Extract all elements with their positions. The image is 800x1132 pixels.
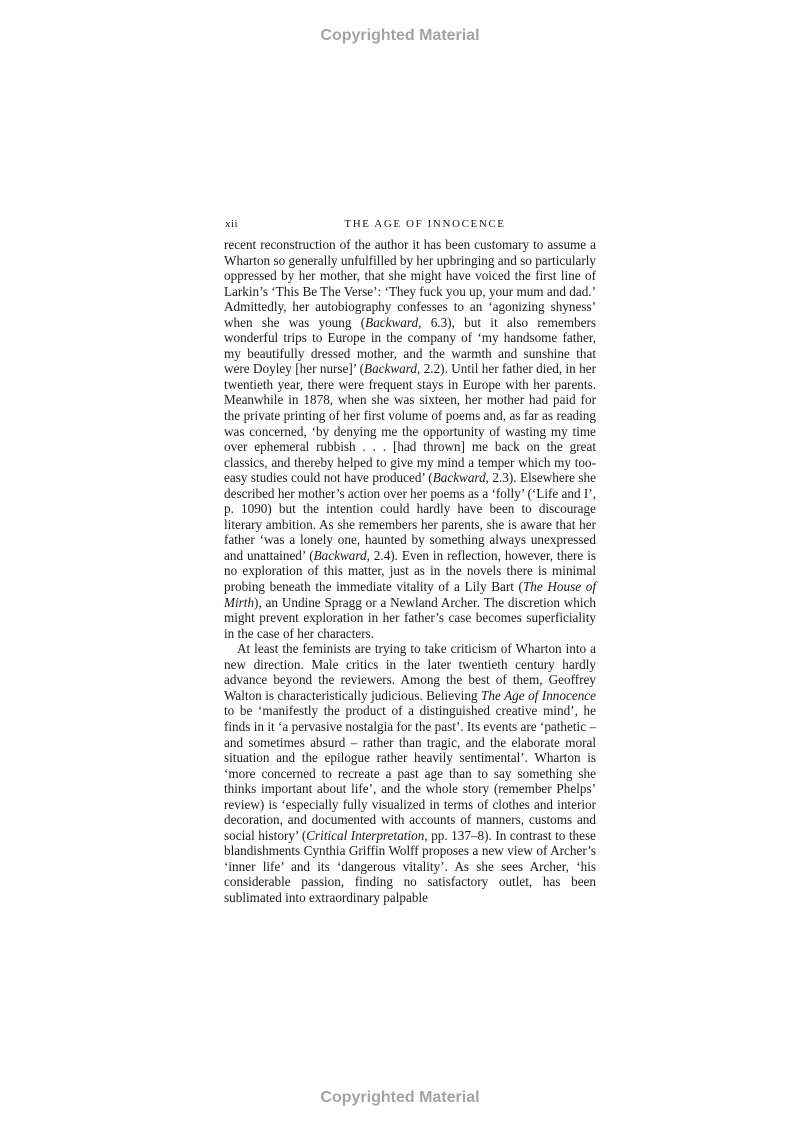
text-run: to be ‘manifestly the product of a distinguished creative mind’, he finds in it ‘a pervasive nostalgia for the past’. Its events are ‘pathetic – and sometimes absurd – rather than tragic, and the elaborate moral situation and the epilogue rather heavily sentimental’. Wharton is ‘more concerned to recreate a past age than to say something she thinks important about life’, and the whole story (remember Phelps’ review) is ‘especially fully visualized in terms of clothes and interior decoration, and documented with accounts of manners, customs and social history’ ( [224,703,596,843]
book-page [224,216,596,906]
running-title: THE AGE OF INNOCENCE [344,218,506,230]
italic-title: Critical Interpretation [306,827,425,843]
body-text [224,237,596,906]
copyright-watermark-top: Copyrighted Material [320,27,480,44]
paragraph [224,237,596,641]
paragraph [224,641,596,905]
italic-title: Backward [364,361,417,377]
text-run: , pp. 137–8). In contrast to these blandishments Cynthia Griffin Wolff proposes a new view of Archer’s ‘inner life’ and its ‘dangerous vitality’. As she sees Archer, ‘his considerable passion, finding no satisfactory outlet, has been sublimated into extraordinary palpable [224,827,596,905]
text-run: ), an Undine Spragg or a Newland Archer. The discretion which might prevent exploration in her father’s case becomes superficiality in the case of her characters. [224,594,596,641]
italic-title: Backward [432,470,486,486]
text-run: , 2.3). Elsewhere she described her mother’s action over her poems as a ‘folly’ (‘Life and I’, p. 1090) but the intention could hardly have been to discourage literary ambition. As she remembers her parents, she is aware that her father ‘was a lonely one, haunted by something always unexpressed and unattained’ ( [224,470,596,563]
text-run: , 2.2). Until her father died, in her twentieth year, there were frequent stays in Europe with her parents. Meanwhile in 1878, when she was sixteen, her mother had paid for the private printing of her first volume of poems and, as far as reading was concerned, ‘by denying me the opportunity of wasting my time over ephemeral rubbish . . . [had thrown] me back on the great classics, and thereby helped to give my mind a temper which my too-easy studies could not have produced’ ( [224,361,597,486]
text-run: At least the feminists are trying to take criticism of Wharton into a new direction. Male critics in the later twentieth century hardly advance beyond the reviewers. Among the best of them, Geoffrey Walton is characteristically judicious. Believing [224,641,596,703]
text-run: , 6.3), but it also remembers wonderful trips to Europe in the company of ‘my handsome father, my beautifully dressed mother, and the warmth and sunshine that were Doyley [her nurse]’ ( [224,314,596,377]
page-number: xii [225,218,239,230]
italic-title: Backward [365,314,419,330]
italic-title: Backward [313,547,367,563]
italic-title: The Age of Innocence [481,687,597,703]
copyright-watermark-bottom: Copyrighted Material [320,1089,480,1106]
text-run: recent reconstruction of the author it has been customary to assume a Wharton so generally unfulfilled by her upbringing and so particularly oppressed by her mother, that she might have voiced the first line of Larkin’s ‘This Be The Verse’: ‘They fuck you up, your mum and dad.’ Admittedly, her autobiography confesses to an ‘agonizing shyness’ when she was young ( [224,237,596,330]
text-run: , 2.4). Even in reflection, however, there is no exploration of this matter, just as in the novels there is minimal probing beneath the immediate vitality of a Lily Bart ( [224,547,596,595]
italic-title: The House of Mirth [224,579,596,610]
running-head [224,216,596,234]
